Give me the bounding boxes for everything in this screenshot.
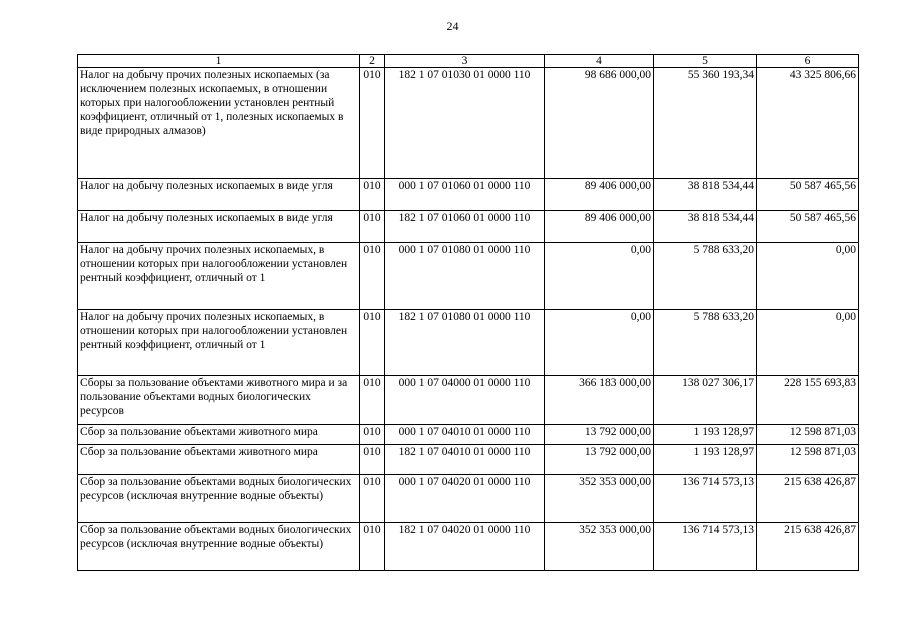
header-row: [78, 55, 859, 68]
header-col-1: 1: [78, 55, 360, 68]
row-name: Сбор за пользование объектами животного мира: [78, 425, 360, 445]
header-col-4: 4: [545, 55, 654, 68]
table-row: [78, 243, 859, 310]
row-col6-value: 12 598 871,03: [757, 425, 859, 445]
row-col6-value: 43 325 806,66: [757, 68, 859, 179]
row-col4-value: 352 353 000,00: [545, 475, 654, 523]
row-col5-value: 38 818 534,44: [654, 179, 757, 211]
row-name: Сбор за пользование объектами животного мира: [78, 445, 360, 475]
row-col6-value: 0,00: [757, 310, 859, 376]
table-row: [78, 211, 859, 243]
row-col6-value: 50 587 465,56: [757, 211, 859, 243]
row-name: Налог на добычу прочих полезных ископаемых (за исключением полезных ископаемых, в отношении которых при налогообложении установлен рентный коэффициент, отличный от 1, полезных ископаемых в виде природных алмазов): [78, 68, 360, 179]
row-col5-value: 1 193 128,97: [654, 445, 757, 475]
page-number: 24: [446, 19, 459, 33]
row-col6-value: 50 587 465,56: [757, 179, 859, 211]
row-line-code: 010: [360, 425, 385, 445]
row-budget-code: 000 1 07 01060 01 0000 110: [385, 179, 545, 211]
row-line-code: 010: [360, 211, 385, 243]
row-line-code: 010: [360, 243, 385, 310]
row-col5-value: 5 788 633,20: [654, 310, 757, 376]
row-name: Налог на добычу прочих полезных ископаемых, в отношении которых при налогообложении установлен рентный коэффициент, отличный от 1: [78, 243, 360, 310]
row-col6-value: 228 155 693,83: [757, 376, 859, 425]
row-col6-value: 215 638 426,87: [757, 475, 859, 523]
row-col4-value: 89 406 000,00: [545, 179, 654, 211]
row-col5-value: 138 027 306,17: [654, 376, 757, 425]
row-col5-value: 55 360 193,34: [654, 68, 757, 179]
row-budget-code: 000 1 07 01080 01 0000 110: [385, 243, 545, 310]
row-line-code: 010: [360, 310, 385, 376]
row-col5-value: 38 818 534,44: [654, 211, 757, 243]
table-row: [78, 179, 859, 211]
row-line-code: 010: [360, 475, 385, 523]
table-row: [78, 425, 859, 445]
table-row: [78, 475, 859, 523]
row-budget-code: 000 1 07 04020 01 0000 110: [385, 475, 545, 523]
row-col4-value: 13 792 000,00: [545, 425, 654, 445]
row-col4-value: 89 406 000,00: [545, 211, 654, 243]
row-col4-value: 0,00: [545, 310, 654, 376]
row-col4-value: 0,00: [545, 243, 654, 310]
header-col-6: 6: [757, 55, 859, 68]
revenue-table: [77, 54, 859, 571]
row-col6-value: 12 598 871,03: [757, 445, 859, 475]
row-col6-value: 0,00: [757, 243, 859, 310]
row-name: Налог на добычу полезных ископаемых в виде угля: [78, 211, 360, 243]
row-name: Налог на добычу полезных ископаемых в виде угля: [78, 179, 360, 211]
header-col-5: 5: [654, 55, 757, 68]
row-budget-code: 000 1 07 04010 01 0000 110: [385, 425, 545, 445]
row-col5-value: 136 714 573,13: [654, 523, 757, 571]
table-row: [78, 310, 859, 376]
header-col-2: 2: [360, 55, 385, 68]
row-budget-code: 182 1 07 04010 01 0000 110: [385, 445, 545, 475]
row-col4-value: 352 353 000,00: [545, 523, 654, 571]
table-row: [78, 523, 859, 571]
row-line-code: 010: [360, 376, 385, 425]
row-col4-value: 98 686 000,00: [545, 68, 654, 179]
row-col4-value: 366 183 000,00: [545, 376, 654, 425]
row-name: Сбор за пользование объектами водных биологических ресурсов (исключая внутренние водные объекты): [78, 475, 360, 523]
row-line-code: 010: [360, 179, 385, 211]
row-budget-code: 182 1 07 04020 01 0000 110: [385, 523, 545, 571]
row-col5-value: 5 788 633,20: [654, 243, 757, 310]
table-row: [78, 445, 859, 475]
table-row: [78, 68, 859, 179]
row-col6-value: 215 638 426,87: [757, 523, 859, 571]
row-name: Налог на добычу прочих полезных ископаемых, в отношении которых при налогообложении установлен рентный коэффициент, отличный от 1: [78, 310, 360, 376]
row-col4-value: 13 792 000,00: [545, 445, 654, 475]
table-row: [78, 376, 859, 425]
row-budget-code: 182 1 07 01030 01 0000 110: [385, 68, 545, 179]
row-line-code: 010: [360, 68, 385, 179]
row-budget-code: 182 1 07 01080 01 0000 110: [385, 310, 545, 376]
row-budget-code: 182 1 07 01060 01 0000 110: [385, 211, 545, 243]
row-budget-code: 000 1 07 04000 01 0000 110: [385, 376, 545, 425]
row-col5-value: 1 193 128,97: [654, 425, 757, 445]
row-line-code: 010: [360, 445, 385, 475]
row-name: Сборы за пользование объектами животного мира и за пользование объектами водных биологических ресурсов: [78, 376, 360, 425]
row-col5-value: 136 714 573,13: [654, 475, 757, 523]
row-line-code: 010: [360, 523, 385, 571]
header-col-3: 3: [385, 55, 545, 68]
row-name: Сбор за пользование объектами водных биологических ресурсов (исключая внутренние водные объекты): [78, 523, 360, 571]
